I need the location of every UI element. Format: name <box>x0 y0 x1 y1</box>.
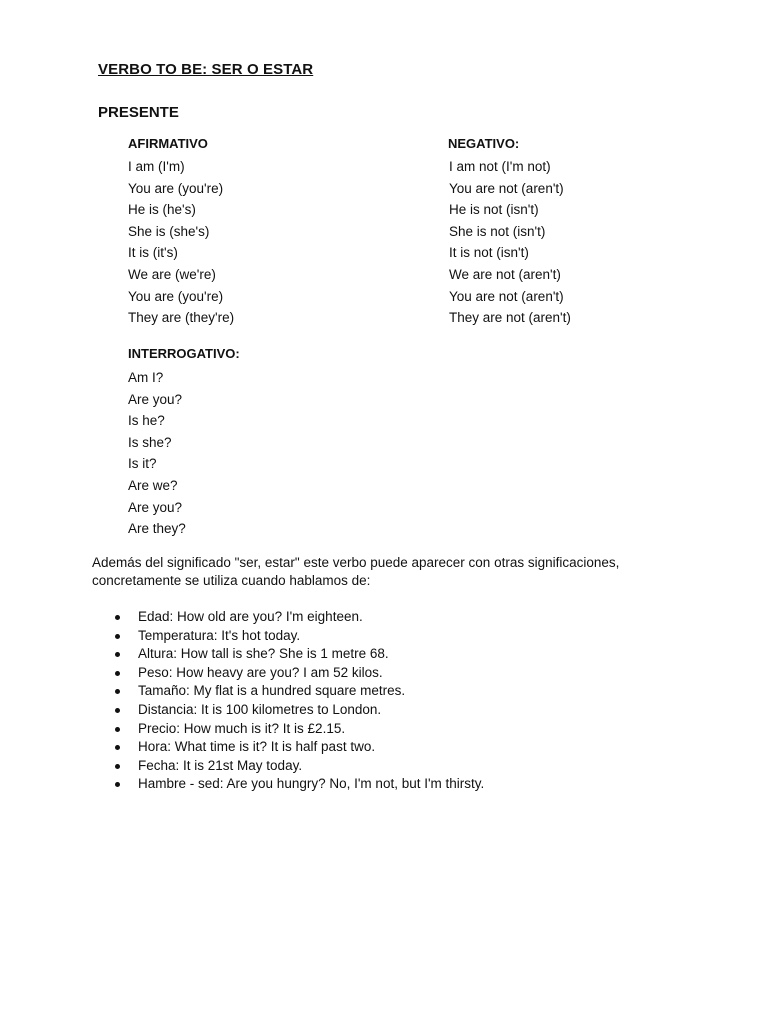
bullet-item <box>92 775 484 794</box>
list-item: It is not (isn't) <box>449 245 529 261</box>
intro-paragraph: Además del significado "ser, estar" este verbo puede aparecer con otras significaciones, concretamente se utiliza cuando hablamos de: <box>92 555 620 588</box>
bullet-icon <box>115 634 120 639</box>
bullet-icon <box>115 727 120 732</box>
affirmative-list <box>128 156 234 329</box>
affirmative-heading: AFIRMATIVO <box>128 136 208 151</box>
bullet-item <box>92 664 484 683</box>
list-item: We are (we're) <box>128 266 216 282</box>
bullet-text: Hora: What time is it? It is half past two. <box>138 739 376 755</box>
bullet-item <box>92 738 484 757</box>
list-item: You are not (aren't) <box>449 180 564 196</box>
bullet-text: Distancia: It is 100 kilometres to London. <box>138 701 382 717</box>
bullet-icon <box>115 764 120 769</box>
list-item: Are you? <box>128 499 183 515</box>
bullet-text: Hambre - sed: Are you hungry? No, I'm not, but I'm thirsty. <box>138 776 485 792</box>
bullet-item <box>92 682 484 701</box>
list-item: Am I? <box>128 370 164 385</box>
list-item: Are we? <box>128 477 178 493</box>
bullet-text: Edad: How old are you? I'm eighteen. <box>138 609 363 624</box>
list-item: Is she? <box>128 434 172 450</box>
bullet-text: Peso: How heavy are you? I am 52 kilos. <box>138 664 383 680</box>
list-item: I am not (I'm not) <box>449 159 551 174</box>
bullet-icon <box>115 615 120 620</box>
bullet-icon <box>115 745 120 750</box>
bullet-text: Fecha: It is 21st May today. <box>138 757 303 773</box>
list-item: Are you? <box>128 391 183 407</box>
bullet-text: Tamaño: My flat is a hundred square metres. <box>138 683 406 699</box>
bullet-text: Temperatura: It's hot today. <box>138 627 301 643</box>
bullet-item <box>92 720 484 739</box>
list-item: They are not (aren't) <box>449 310 571 326</box>
list-item: You are (you're) <box>128 180 224 196</box>
list-item: She is (she's) <box>128 223 210 239</box>
bullet-item <box>92 645 484 664</box>
bullet-item <box>92 701 484 720</box>
list-item: She is not (isn't) <box>449 223 546 239</box>
bullet-item <box>92 627 484 646</box>
interrogative-heading: INTERROGATIVO: <box>128 346 240 361</box>
list-item: Is it? <box>128 456 157 472</box>
bullet-item <box>92 757 484 776</box>
list-item: You are not (aren't) <box>449 288 564 304</box>
bullet-icon <box>115 671 120 676</box>
bullet-text: Precio: How much is it? It is £2.15. <box>138 720 346 736</box>
bullet-text: Altura: How tall is she? She is 1 metre 68. <box>138 646 389 662</box>
negative-list <box>449 156 571 329</box>
section-heading-presente: PRESENTE <box>98 104 179 121</box>
bullet-item <box>92 608 484 627</box>
negative-heading: NEGATIVO: <box>448 136 520 151</box>
list-item: He is (he's) <box>128 202 196 218</box>
bullet-icon <box>115 708 120 713</box>
list-item: I am (I'm) <box>128 159 185 174</box>
bullet-icon <box>115 689 120 694</box>
uses-bullet-list <box>92 608 484 794</box>
list-item: We are not (aren't) <box>449 266 561 282</box>
list-item: Is he? <box>128 413 165 429</box>
list-item: It is (it's) <box>128 245 178 261</box>
list-item: He is not (isn't) <box>449 202 539 218</box>
bullet-icon <box>115 652 120 657</box>
list-item: Are they? <box>128 521 186 537</box>
interrogative-list <box>128 367 186 540</box>
list-item: They are (they're) <box>128 310 235 326</box>
bullet-icon <box>115 782 120 787</box>
list-item: You are (you're) <box>128 288 224 304</box>
document-title: VERBO TO BE: SER O ESTAR <box>98 61 314 78</box>
